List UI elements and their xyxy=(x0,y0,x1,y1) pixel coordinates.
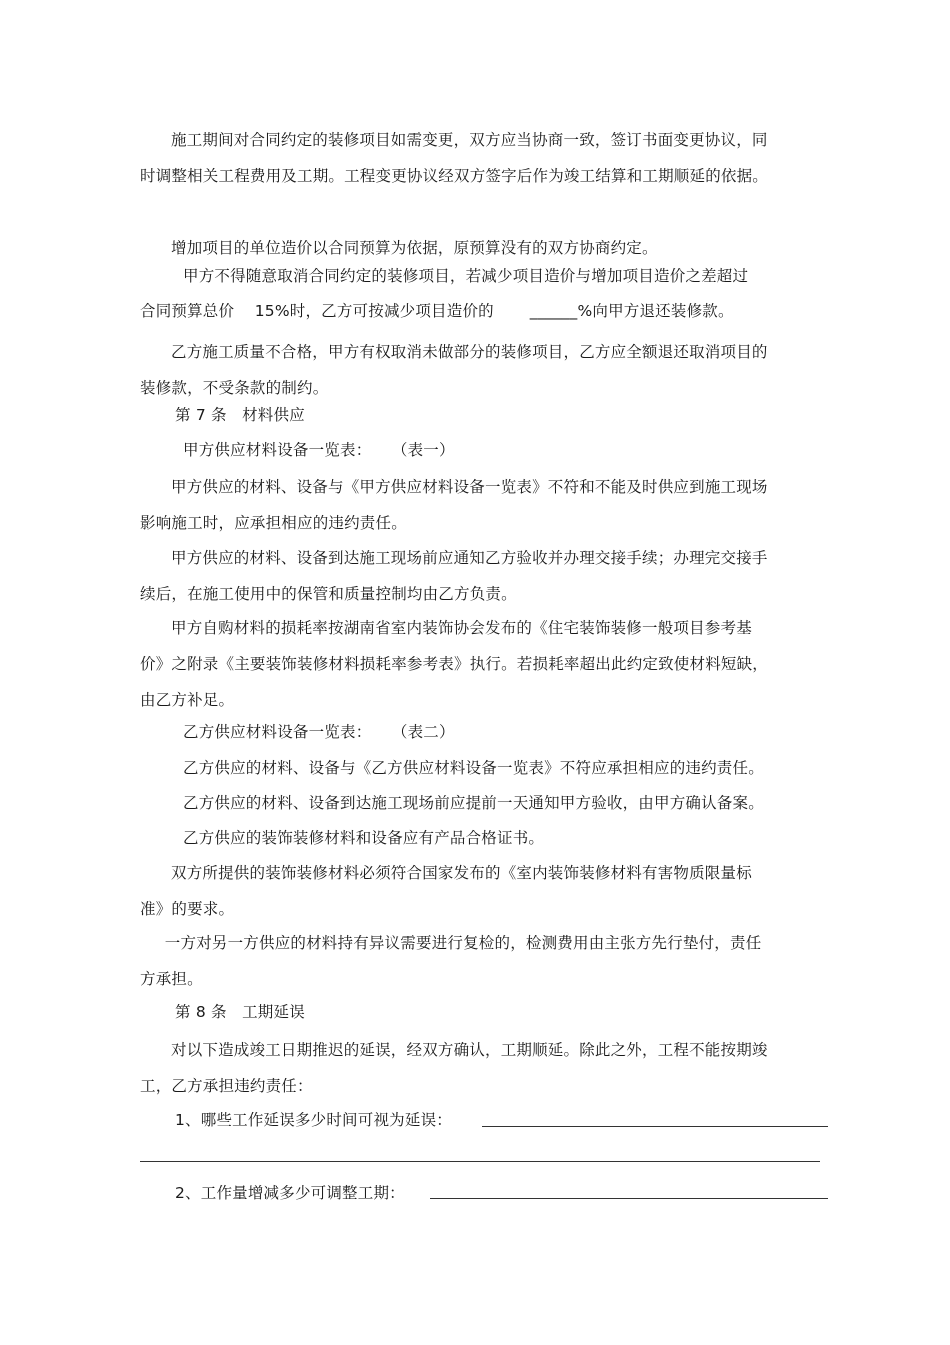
item-1-fill-line[interactable] xyxy=(482,1126,828,1127)
section-7-title: 第 7 条 材料供应 xyxy=(175,406,305,424)
paragraph-harmful-substances: 双方所提供的装饰装修材料必须符合国家发布的《室内装饰装修材料有害物质限量标准》的要求。 xyxy=(140,864,752,918)
paragraph-change-agreement: 施工期间对合同约定的装修项目如需变更，双方应当协商一致，签订书面变更协议，同时调整相关工程费用及工期。工程变更协议经双方签字后作为竣工结算和工期顺延的依据。 xyxy=(140,131,769,185)
paragraph-delay-conditions: 对以下造成竣工日期推迟的延误，经双方确认，工期顺延。除此之外，工程不能按期竣工，乙方承担违约责任： xyxy=(140,1041,768,1095)
paragraph-added-items-price: 增加项目的单位造价以合同预算为依据，原预算没有的双方协商约定。 xyxy=(171,239,658,257)
party-a-materials-table-ref: 甲方供应材料设备一览表： （表一） xyxy=(183,441,455,459)
section-8-title: 第 8 条 工期延误 xyxy=(175,1003,305,1021)
item-1-delay-definition: 1、哪些工作延误多少时间可视为延误： xyxy=(175,1111,452,1129)
paragraph-party-a-delivery: 甲方供应的材料、设备到达施工现场前应通知乙方验收并办理交接手续；办理完交接手续后，在施工使用中的保管和质量控制均由乙方负责。 xyxy=(140,549,768,603)
paragraph-party-b-delivery: 乙方供应的材料、设备到达施工现场前应提前一天通知甲方验收，由甲方确认备案。 xyxy=(183,794,764,812)
item-2-workload-adjustment: 2、工作量增减多少可调整工期： xyxy=(175,1184,405,1202)
paragraph-party-a-mismatch: 甲方供应的材料、设备与《甲方供应材料设备一览表》不符和不能及时供应到施工现场影响施工时，应承担相应的违约责任。 xyxy=(140,478,768,532)
paragraph-quality-failure: 乙方施工质量不合格，甲方有权取消未做部分的装修项目，乙方应全额退还取消项目的装修款，不受条款的制约。 xyxy=(140,343,768,397)
party-b-materials-table-ref: 乙方供应材料设备一览表： （表二） xyxy=(183,723,455,741)
paragraph-recheck-cost: 一方对另一方供应的材料持有异议需要进行复检的，检测费用由主张方先行垫付，责任方承担。 xyxy=(140,934,762,988)
paragraph-loss-rate: 甲方自购材料的损耗率按湖南省室内装饰协会发布的《住宅装饰装修一般项目参考基价》之附录《主要装饰装修材料损耗率参考表》执行。若损耗率超出此约定致使材料短缺，由乙方补足。 xyxy=(140,619,769,709)
item-1-fill-line-continued[interactable] xyxy=(140,1161,820,1162)
item-2-fill-line[interactable] xyxy=(430,1198,828,1199)
paragraph-party-b-certificate: 乙方供应的装饰装修材料和设备应有产品合格证书。 xyxy=(183,829,545,847)
paragraph-reduce-items-line1: 甲方不得随意取消合同约定的装修项目，若减少项目造价与增加项目造价之差超过 xyxy=(183,267,749,285)
paragraph-party-b-mismatch: 乙方供应的材料、设备与《乙方供应材料设备一览表》不符应承担相应的违约责任。 xyxy=(183,759,764,777)
paragraph-reduce-items-line2: 合同预算总价 15%时，乙方可按减少项目造价的 ______%向甲方退还装修款。 xyxy=(140,302,734,320)
